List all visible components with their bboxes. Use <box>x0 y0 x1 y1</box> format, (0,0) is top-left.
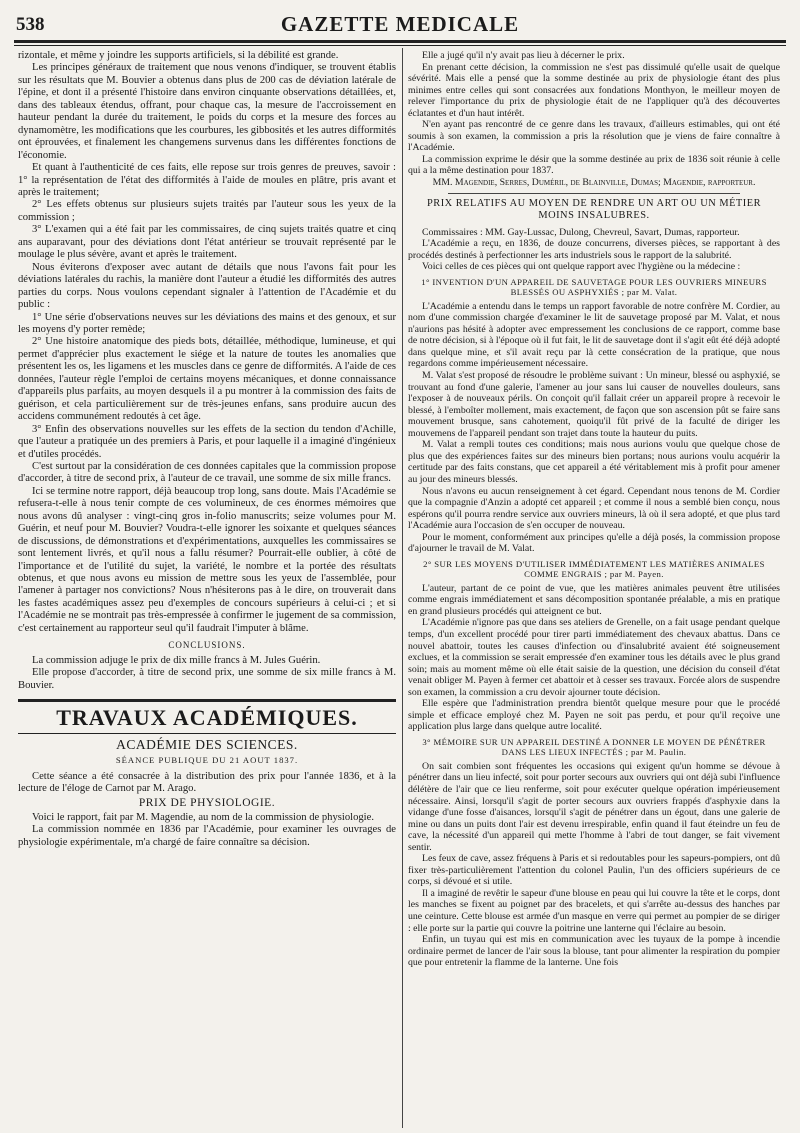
paragraph: Voici le rapport, fait par M. Magendie, au nom de la commission de physiologie. <box>32 811 374 823</box>
header-rule-thick <box>14 40 786 43</box>
paragraph: N'en ayant pas rencontré de ce genre dans les travaux, d'ailleurs estimables, qui ont été soumis à son examen, la commission a pris la résolution que je viens de faire connaître à l'Académie. <box>408 119 780 154</box>
paragraph: 2° Une histoire anatomique des pieds bots, détaillée, méthodique, lumineuse, et qui permet d'apprécier plus exactement le siége et la nature de toutes les anomalies que présentent les os, les ligamens et les muscles dans ce genre de difformités. A l'aide de ces données, l'auteur règle l'emploi de certains moyens mécaniques, et donne connaissance d'appareils plus parfaits, au moyen desquels il a pu montrer à la commission des faits de guérison, et cela particulièrement sur de très-jeunes enfans, sans produire aucun des accidens communément redoutés à cet âge. <box>18 336 396 423</box>
signatories: MM. Magendie, Serres, Duméril, de Blainville, Dumas; Magendie, rapporteur. <box>432 177 756 189</box>
paragraph: Cette séance a été consacrée à la distribution des prix pour l'année 1836, et à la lecture de l'éloge de Carnot par M. Arago. <box>18 770 396 795</box>
right-column <box>408 50 780 1128</box>
paragraph: Elle a jugé qu'il n'y avait pas lieu à décerner le prix. <box>422 50 625 61</box>
paragraph: Voici celles de ces pièces qui ont quelque rapport avec l'hygiène ou la médecine : <box>422 261 741 273</box>
travaux-section <box>18 699 396 734</box>
paragraph: Pour le moment, conformément aux principes qu'elle a déjà posés, la commission propose d'ajourner le travail de M. Valat. <box>408 531 780 555</box>
paragraph: La commission exprime le désir que la somme destinée au prix de 1836 soit réunie à celle qui a la même destination pour 1837. <box>408 153 780 177</box>
left-column <box>18 50 396 1128</box>
page-header <box>14 10 786 40</box>
paragraph: 2° Les effets obtenus sur plusieurs sujets traités par l'auteur sous les yeux de la commission ; <box>18 199 396 223</box>
prix-physiologie-heading: PRIX DE PHYSIOLOGIE. <box>138 797 276 810</box>
paragraph: En prenant cette décision, la commission ne s'est pas dissimulé qu'elle usait de quelque sévérité. Mais elle a pensé que la somme destinée au prix de physiologie étant des plus minimes entre celles qui sont consacrées aux fondations Monthyon, le meilleur moyen de relever l'importance du prix de physiologie était de ne l'appliquer qu'à des découvertes éclatantes et d'un haut intérêt. <box>408 61 780 119</box>
paragraph: Nous éviterons d'exposer avec autant de détails que nous l'avons fait pour les déviations latérales du rachis, la manière dont l'auteur a étudié les difformités des autres parties du corps. Nous voulons cependant signaler à l'attention de l'Académie et du public : <box>18 261 396 311</box>
section-rule <box>448 193 740 194</box>
header-rule-thin <box>14 45 786 46</box>
paragraph: L'auteur, partant de ce point de vue, que les matières animales peuvent être utilisées comme engrais immédiatement et sans décomposition spontanée préalable, a mis en pratique en grand plusieurs procédés qui atteignent ce but. <box>408 582 780 617</box>
seance-date: SÉANCE PUBLIQUE DU 21 AOUT 1837. <box>115 755 299 766</box>
paragraph: Il a imaginé de revêtir le sapeur d'une blouse en peau qui lui couvre la tête et le corps, dont les manches se fixent au poignet par des bracelets, et qui s'arrête au-dessus des hanches par une ceinture. Cette blouse est armée d'un masque en verre qui permet au pompier de se diriger : elle porte sur la partie qui couvre la poitrine une lanterne qui l'éclaire au besoin. <box>408 887 780 934</box>
paragraph: La commission adjuge le prix de dix mille francs à M. Jules Guérin. <box>32 654 321 666</box>
paragraph: L'Académie a reçu, en 1836, de douze concurrens, diverses pièces, se rapportant à des procédés destinés à perfectionner les arts industriels sous le rapport de la salubrité. <box>408 238 780 261</box>
page-number: 538 <box>16 14 45 35</box>
paragraph: M. Valat a rempli toutes ces conditions; mais nous aurions voulu que quelque chose de plus que des expériences faites sur des mineurs bien portans; nous aurions voulu acquérir la certitude par des faits constans, que cet appareil a été véritablement mis à profit pour amener au jour des mineurs blessés. <box>408 439 780 485</box>
paragraph: Les principes généraux de traitement que nous venons d'indiquer, se trouvent établis sur les résultats que M. Bouvier a obtenus dans plus de 200 cas de déviation latérale de l'épine, et dont il a présenté l'histoire dans environ cinquante observations détaillées, et, dans des tableaux étendus, offrant, pour chaque cas, la mesure de l'accroissement en hauteur pendant la durée du traitement, le poids du corps et la mesure des forces au dynamomètre, les modifications que les courbures, les gibbosités et les autres difformités ont éprouvées, et finalement les changemens survenus dans les différentes fonctions de l'économie. <box>18 62 396 161</box>
paragraph: L'Académie a entendu dans le temps un rapport favorable de notre confrère M. Cordier, au nom d'une commission chargée d'examiner le lit de sauvetage proposé par M. Valat, et nous n'aurions pas hésité à adopter avec empressement les conclusions de ce rapport, comme base de notre décision, si à l'époque où il fut fait, le lit de sauvetage dont il s'agit eût été déjà adopté dans quelque mine, et s'il avait reçu par là cette consécration de la pratique, que nous regardons comme impérieusement nécessaire. <box>408 300 780 370</box>
journal-title: GAZETTE MEDICALE <box>280 12 520 36</box>
travaux-title: TRAVAUX ACADÉMIQUES. <box>56 705 358 731</box>
paragraph: rizontale, et même y joindre les supports artificiels, si la débilité est grande. <box>18 50 339 61</box>
paragraph: Ici se termine notre rapport, déjà beaucoup trop long, sans doute. Mais l'Académie se refusera-t-elle à nous tenir compte de ces volumineux, de ces énormes mémoires que nous avons dû analyser : vingt-cinq gros in-folio manuscrits; seize volumes pour M. Guérin, et neuf pour M. Bouvier? Voudra-t-elle ignorer les soixante et quelques séances de discussions, de démonstrations et d'expérimentations, auxquelles les commissaires se sont lentement livrés, et qu'il nous a fallu résumer? Pourrait-elle oublier, à côté de l'importance et de l'utilité du sujet, la variété, le nombre et la portée des résultats obtenus, et que nous avons eu mission de mettre sous les yeux de l'assemblée, pour l'amener à partager nos convictions? Nous n'hésiterons pas à le dire, on trouverait dans les fastes académiques assez peu d'exemples de concours supérieurs à celui-ci ; et si l'Académie ne se montrait pas très-empressée à confirmer le jugement de sa commission, c'est certainement au rapporteur seul qu'il faudrait l'imputer à blâme. <box>18 485 396 634</box>
conclusions-heading: CONCLUSIONS. <box>168 640 246 651</box>
paragraph: 1° Une série d'observations neuves sur les déviations des mains et des genoux, et sur les moyens d'y porter remède; <box>18 311 396 335</box>
paragraph: Elle espère que l'administration prendra bientôt quelque mesure pour que le procédé simple et efficace employé chez M. Payen ne soit pas perdu, et pour qu'il reçoive une application plus large dans quelque autre localité. <box>408 698 780 733</box>
paragraph: On sait combien sont fréquentes les occasions qui exigent qu'un homme se dévoue à pénétrer dans un lieu infecté, soit pour porter secours aux ouvriers qui ont déjà subi l'influence délétère de l'air que ce lieu renferme, soit pour exécuter quelque opération impérieusement nécessaire. Ainsi, lorsqu'il s'agit de porter secours aux ouvriers frappés d'asphyxie dans la vidange d'une fosse d'aisances, lorsqu'il s'agit de pénétrer dans un égout, dans une galerie de mine ou dans un puits dont l'air est devenu irrespirable, enfin quand il faut éteindre un feu de cave, la nécessité d'un appareil qui mette l'homme à l'abri de tout danger, se fait vivement sentir. <box>408 760 780 853</box>
paragraph: 3° L'examen qui a été fait par les commissaires, de cinq sujets traités quatre et cinq ans auparavant, pour des déviations dont l'état antérieur se trouvait représenté par le moulage le plus sévère, avant et après le traitement. <box>18 224 396 261</box>
paragraph: Commissaires : MM. Gay-Lussac, Dulong, Chevreul, Savart, Dumas, rapporteur. <box>422 226 740 238</box>
item-heading-payen: 2° SUR LES MOYENS D'UTILISER IMMÉDIATEMENT LES MATIÈRES ANIMALES COMME ENGRAIS ; par M. Payen. <box>423 558 765 580</box>
paragraph: Nous n'avons eu aucun renseignement à cet égard. Cependant nous tenons de M. Cordier que la compagnie d'Anzin a adopté cet appareil ; et comme il nous a semblé bien conçu, nous espérons qu'il pourra rendre service aux ouvriers mineurs, là où il sera adopté, et que plus tard l'Académie aura l'occasion de s'en occuper de nouveau. <box>408 485 780 532</box>
prix-relatifs-heading: PRIX RELATIFS AU MOYEN DE RENDRE UN ART OU UN MÉTIER MOINS INSALUBRES. <box>426 197 762 222</box>
paragraph: Elle propose d'accorder, à titre de second prix, une somme de six mille francs à M. Bouvier. <box>18 667 396 691</box>
column-divider <box>402 48 403 1128</box>
paragraph: M. Valat s'est proposé de résoudre le problème suivant : Un mineur, blessé ou asphyxié, se trouvant au fond d'une galerie, l'amener au jour sans lui causer de nouvelles douleurs, sans l'exposer à de nouveaux périls. On conçoit qu'il fallait créer un appareil propre à recevoir le blessé, à l'emboîter mollement, mais exactement, de façon que son ascension pût se faire sans mouvement brusque, sans cahotement, quoiqu'il fût privé de la faculté de diriger les mouvemens de l'appareil pendant son trajet dans toute la hauteur du puits. <box>408 370 780 439</box>
academie-title: ACADÉMIE DES SCIENCES. <box>116 737 298 753</box>
paragraph: Enfin, un tuyau qui est mis en communication avec les tuyaux de la pompe à incendie ordinaire permet de lancer de l'air sous la blouse, tant pour alimenter la respiration du pompier que pour entretenir la flamme de la lanterne. Une fois <box>408 934 780 969</box>
paragraph: Et quant à l'authenticité de ces faits, elle repose sur trois genres de preuves, savoir : 1° la représentation de l'état des difformités à l'aide de moules en plâtre, pris avant et après le traitement; <box>18 162 396 198</box>
paragraph: Les feux de cave, assez fréquens à Paris et si redoutables pour les sapeurs-pompiers, ont dû fixer très-particulièrement l'attention du colonel Paulin, l'un des officiers supérieurs de ce corps, si dévoué et si utile. <box>408 853 780 888</box>
paragraph: L'Académie n'ignore pas que dans ses ateliers de Grenelle, on a fait usage pendant quelque temps, d'un excellent procédé pour tirer parti immédiatement des chevaux abattus. Dans ce nouvel abattoir, toutes les causes d'infection ou d'insalubrité avaient été soigneusement exclues, et la commission se serait empressée d'en examiner tous les détails avec le plus grand soin; mais au moment même où elle était saisie de la question, une décision du conseil d'état venait obliger M. Payen à fermer cet abattoir et à cesser ses travaux. Forcée alors de suspendre son examen, la commission a cru devoir ajourner toute décision. <box>408 617 780 698</box>
item-heading-paulin: 3° MÉMOIRE SUR UN APPAREIL DESTINÉ A DONNER LE MOYEN DE PÉNÉTRER DANS LES LIEUX INFECTÉS ; par M. Paulin. <box>422 736 766 758</box>
paragraph: 3° Enfin des observations nouvelles sur les effets de la section du tendon d'Achille, que l'auteur a pratiquée un des premiers à Paris, et pour laquelle il a imaginé d'ingénieux et d'utiles procédés. <box>18 423 396 460</box>
paragraph: C'est surtout par la considération de ces données capitales que la commission propose d'accorder, à titre de second prix, à l'auteur de ce travail, une somme de six mille francs. <box>18 460 396 485</box>
paragraph: La commission nommée en 1836 par l'Académie, pour examiner les ouvrages de physiologie expérimentale, m'a chargé de faire connaître sa décision. <box>18 824 396 848</box>
item-heading-valat: 1° INVENTION D'UN APPAREIL DE SAUVETAGE POUR LES OUVRIERS MINEURS BLESSÉS OU ASPHYXIÉS ; par M. Valat. <box>421 276 767 298</box>
